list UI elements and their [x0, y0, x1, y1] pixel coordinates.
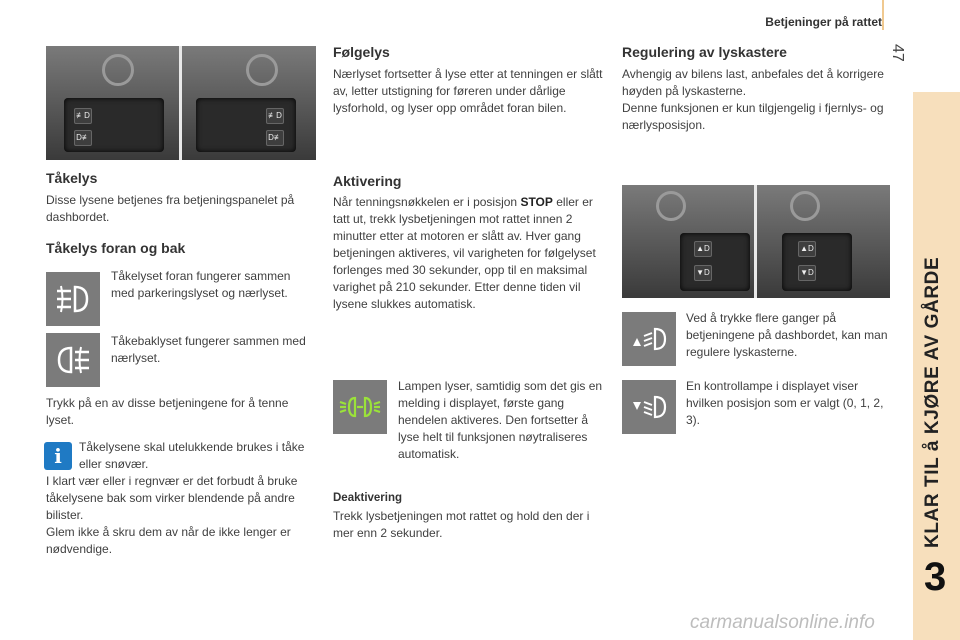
- lamp-text: Lampen lyser, samtidig som det gis en melding i displayet, første gang hendelen aktiveres. Den fortsetter å lyse helt til funksjonen nøytraliseres automatisk.: [398, 379, 603, 461]
- rear-fog-light-icon: [46, 333, 100, 387]
- deactivation-text: Trekk lysbetjeningen mot rattet og hold den der i mer enn 2 sekunder.: [333, 509, 590, 540]
- section-heading-fog-lights: Tåkelys: [46, 170, 98, 186]
- heading-deactivation: Deaktivering: [333, 492, 403, 504]
- section-heading-headlamp-adjust: Regulering av lyskastere: [622, 44, 787, 60]
- headlamp-up-icon: [622, 312, 676, 366]
- activation-text: [333, 194, 605, 313]
- headlamp-up-text: Ved å trykke flere ganger på betjeningene på dashbordet, kan man regulere lyskasterne.: [686, 311, 888, 359]
- headlamp-down-icon: [622, 380, 676, 434]
- heading-activation: Aktivering: [333, 173, 402, 189]
- front-fog-light-text: Tåkelyset foran fungerer sammen med parkeringslyset og nærlyset.: [111, 269, 291, 300]
- rear-fog-light-text: Tåkebaklyset fungerer sammen med nærlyset.: [111, 334, 306, 365]
- headlamp-down-text: En kontrollampe i displayet viser hvilken posisjon som er valgt (0, 1, 2, 3).: [686, 379, 884, 427]
- headlamp-adjust-panel-photo: ▲D ▼D ▲D ▼D: [622, 185, 890, 298]
- stop-position: STOP: [520, 195, 553, 209]
- section-heading-follow-me: Følgelys: [333, 44, 390, 60]
- info-icon: i: [44, 442, 72, 470]
- follow-me-lamp-icon: [333, 380, 387, 434]
- headlamp-intro-1: Avhengig av bilens last, anbefales det å korrigere høyden på lyskasterne.: [622, 67, 884, 98]
- page-number: 47: [889, 44, 906, 62]
- press-instruction: Trykk på en av disse betjeningene for å tenne lyset.: [46, 396, 289, 427]
- subheading-front-rear: Tåkelys foran og bak: [46, 240, 186, 256]
- running-header: Betjeninger på rattet: [765, 15, 882, 29]
- info-note-continued: I klart vær eller i regnvær er det forbudt å bruke tåkelysene bak som virker blendende på andre bilister.: [46, 474, 298, 522]
- chapter-number: 3: [924, 555, 947, 599]
- headlamp-intro-2: Denne funksjonen er kun tilgjengelig i fjernlys- og nærlysposisjon.: [622, 101, 884, 132]
- follow-me-intro: Nærlyset fortsetter å lyse etter at tenningen er slått av, letter utstigning for føreren under dårlige lysforhold, og lyser opp området foran bilen.: [333, 67, 603, 115]
- info-note: Tåkelysene skal utelukkende brukes i tåke eller snøvær.: [79, 440, 305, 471]
- watermark: carmanualsonline.info: [690, 612, 875, 633]
- activation-text-post: eller er tatt ut, trekk lysbetjeningen mot rattet innen 2 minutter etter at motoren er slått av. Hver gang betjeningen aktiveres, vil varigheten for følgelyset forlenges med 30 sekunder, opp til en maksimal varighet på 210 sekunder. Etter denne tiden vil lysene slukkes automatisk.: [333, 195, 596, 311]
- info-note-reminder: Glem ikke å skru dem av når de ikke lenger er nødvendige.: [46, 525, 291, 556]
- chapter-title: KLAR TIL å KJØRE AV GÅRDE: [922, 256, 943, 548]
- fog-light-panel-photo: ≢D D≢ ≢D D≢: [46, 46, 316, 160]
- header-rule: [882, 0, 884, 30]
- activation-text-pre: Når tenningsnøkkelen er i posisjon: [333, 195, 521, 209]
- fog-lights-intro: Disse lysene betjenes fra betjeningspanelet på dashbordet.: [46, 193, 295, 224]
- front-fog-light-icon: [46, 272, 100, 326]
